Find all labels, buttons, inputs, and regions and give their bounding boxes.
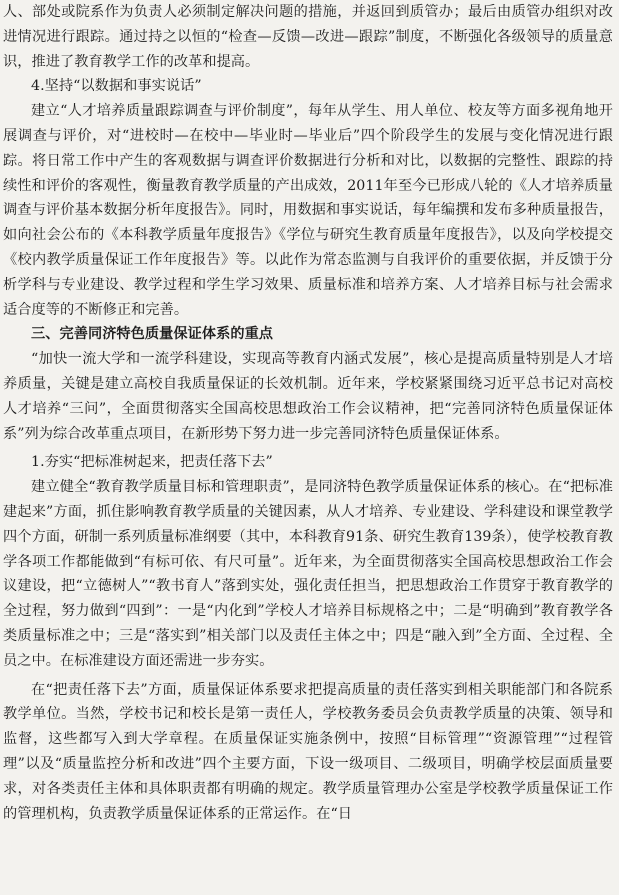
subheading-4: 4.坚持“以数据和事实说话” xyxy=(31,78,202,95)
document-page xyxy=(3,0,613,895)
paragraph-responsibility: 在“把责任落下去”方面，质量保证体系要求把提高质量的责任落实到相关职能部门和各院系教学单位。当然，学校书记和校长是第一责任人，学校教务委员会负责教学质量的决策、领导和监督，这些都写入到大学章程。在质量保证实施条例中，按照“目标管理”“资源管理”“过程管理”以及“质量监控分析和改进”四个主要方面，下设一级项目、二级项目，明确学校层面质量要求，对各类责任主体和具体职责都有明确的规定。教学质量管理办公室是学校教学质量保证工作的管理机构，负责教学质量保证体系的正常运作。在“日 xyxy=(3,681,613,822)
paragraph-section-intro: “加快一流大学和一流学科建设，实现高等教育内涵式发展”，核心是提高质量特别是人才培养质量，关键是建立高校自我质量保证的长效机制。近年来，学校紧紧围绕习近平总书记对高校人才培养“三问”，全面贯彻落实全国高校思想政治工作会议精神，把“完善同济特色质量保证体系”列为综合改革重点项目，在新形势下努力进一步完善同济特色质量保证体系。 xyxy=(3,351,613,442)
paragraph-data-facts: 建立“人才培养质量跟踪调查与评价制度”，每年从学生、用人单位、校友等方面多视角地开展调查与评价，对“进校时—在校中—毕业时—毕业后”四个阶段学生的发展与变化情况进行跟踪。将日常工作中产生的客观数据与调查评价数据进行分析和对比，以数据的完整性、跟踪的持续性和评价的客观性，衡量教育教学质量的产出成效，2011年至今已形成八轮的《人才培养质量调查与评价基本数据分析年度报告》。同时，用数据和事实说话，每年编撰和发布多种质量报告，如向社会公布的《本科教学质量年度报告》《学位与研究生教育质量年度报告》，以及向学校提交《校内教学质量保证工作年度报告》等。以此作为常态监测与自我评价的重要依据，并反馈于分析学科与专业建设、教学过程和学生学习效果、质量标准和培养方案、人才培养目标与社会需求适合度等的不断修正和完善。 xyxy=(3,103,613,318)
paragraph-continued: 人、部处或院系作为负责人必须制定解决问题的措施，并返回到质管办；最后由质管办组织对改进情况进行跟踪。通过持之以恒的“检查—反馈—改进—跟踪”制度，不断强化各级领导的质量意识，推进了教育教学工作的改革和提高。 xyxy=(3,4,613,70)
subheading-1: 1.夯实“把标准树起来，把责任落下去” xyxy=(31,454,273,471)
section-heading-3: 三、完善同济特色质量保证体系的重点 xyxy=(31,326,274,343)
paragraph-standards: 建立健全“教育教学质量目标和管理职责”，是同济特色教学质量保证体系的核心。在“把标准建起来”方面，抓住影响教育教学质量的关键因素，从人才培养、专业建设、学科建设和课堂教学四个方面，研制一系列质量标准纲要（其中，本科教育91条、研究生教育139条），使学校教育教学各项工作都能做到“有标可依、有尺可量”。近年来，为全面贯彻落实全国高校思想政治工作会议建设，把“立德树人”“教书育人”落到实处，强化责任担当，把思想政治工作贯穿于教育教学的全过程，努力做到“四到”：一是“内化到”学校人才培养目标规格之中；二是“明确到”教育教学各类质量标准之中；三是“落实到”相关部门以及责任主体之中；四是“融入到”全方面、全过程、全员之中。在标准建设方面还需进一步夯实。 xyxy=(3,479,613,669)
